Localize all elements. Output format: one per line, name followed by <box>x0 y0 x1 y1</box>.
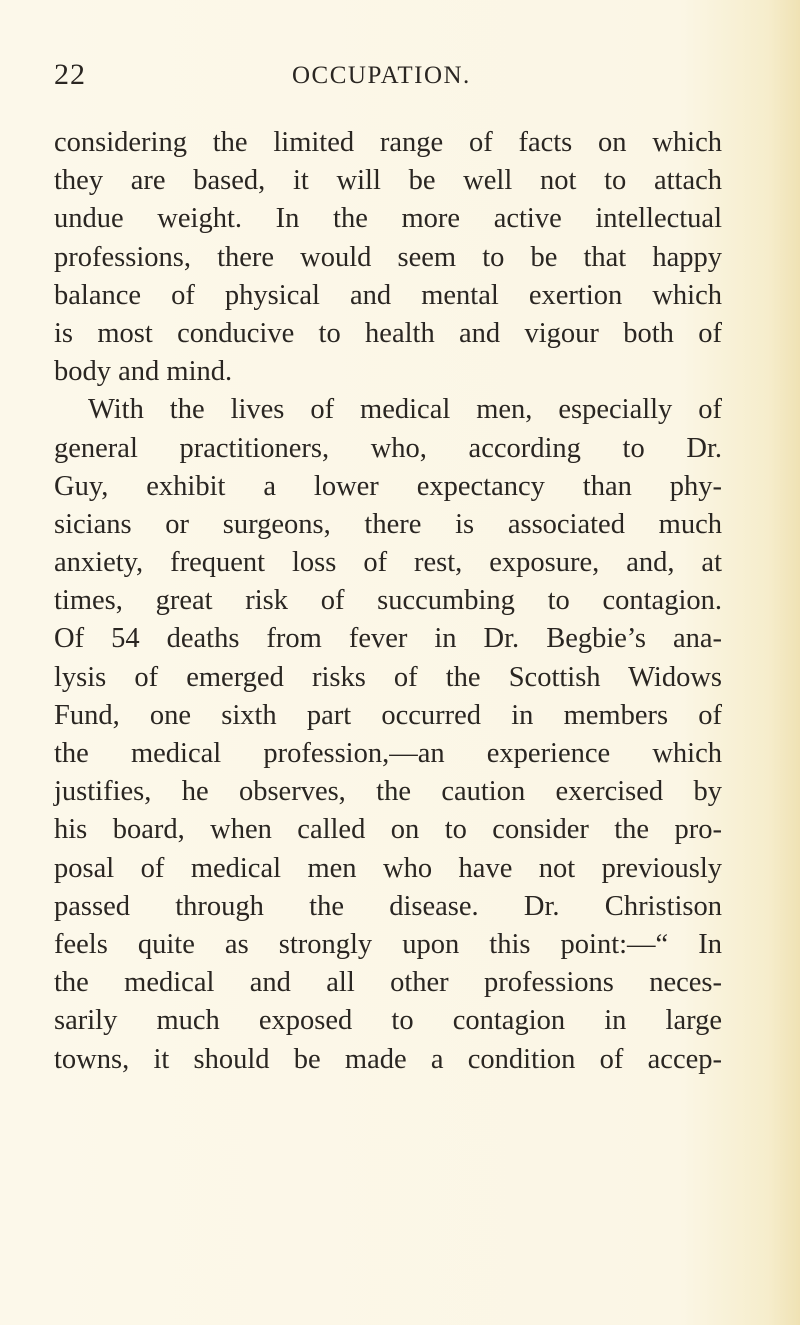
page-header <box>54 58 734 98</box>
page-number: 22 <box>54 58 86 91</box>
paragraph-start-line: With the lives of medical men, especially of <box>88 394 722 426</box>
text-line: considering the limited range of facts on which <box>54 127 722 158</box>
text-line: feels quite as strongly upon this point:—“ In <box>54 928 722 960</box>
text-line: times, great risk of succumbing to contagion. <box>54 585 722 617</box>
text-line: body and mind. <box>54 356 233 388</box>
text-line: general practitioners, who, according to Dr. <box>54 432 722 464</box>
text-line: sarily much exposed to contagion in large <box>54 1005 722 1037</box>
text-line: professions, there would seem to be that happy <box>54 241 722 273</box>
text-line: Guy, exhibit a lower expectancy than phy- <box>54 470 722 502</box>
text-line: lysis of emerged risks of the Scottish Widows <box>54 661 722 693</box>
text-line: undue weight. In the more active intellectual <box>54 203 722 235</box>
text-line: anxiety, frequent loss of rest, exposure, and, at <box>54 547 722 579</box>
text-line: his board, when called on to consider the pro- <box>54 814 722 846</box>
text-line: the medical profession,—an experience which <box>54 738 722 769</box>
text-line: they are based, it will be well not to attach <box>54 165 722 197</box>
text-line: posal of medical men who have not previously <box>54 852 722 884</box>
text-line: is most conducive to health and vigour both of <box>54 317 722 349</box>
running-head: OCCUPATION. <box>292 62 471 89</box>
text-line: Of 54 deaths from fever in Dr. Begbie’s ana- <box>54 623 722 655</box>
body-text <box>54 124 722 1079</box>
text-line: justifies, he observes, the caution exercised by <box>54 776 722 808</box>
text-line: the medical and all other professions neces- <box>54 967 722 999</box>
text-line: sicians or surgeons, there is associated much <box>54 508 722 540</box>
text-line: passed through the disease. Dr. Christison <box>54 890 722 922</box>
text-line: balance of physical and mental exertion which <box>54 279 722 311</box>
text-line: towns, it should be made a condition of accep- <box>54 1043 722 1075</box>
text-line: Fund, one sixth part occurred in members of <box>54 699 722 731</box>
